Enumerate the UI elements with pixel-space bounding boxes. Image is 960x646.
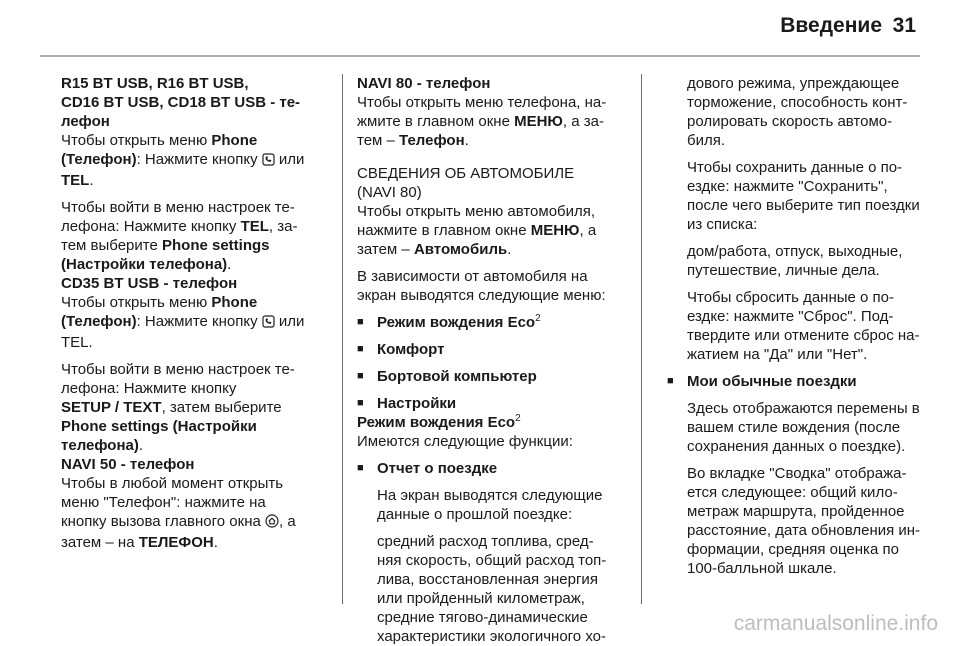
line-text: дового режима, упреждающее (687, 75, 900, 92)
footnote-marker: 2 (515, 413, 521, 424)
line-text: Чтобы в любой момент открыть (61, 475, 284, 492)
home-icon (265, 514, 279, 533)
line-text: Чтобы открыть меню телефона, на- (357, 94, 607, 111)
bullet-item (357, 340, 625, 359)
text-line (357, 74, 625, 93)
line-text: или пройденный километраж, (377, 590, 585, 607)
text-line (667, 93, 929, 112)
line-text: или (274, 151, 305, 168)
line-text: характеристики экологичного хо- (377, 628, 606, 645)
text-line (667, 242, 929, 261)
text-line (667, 326, 929, 345)
watermark: carmanualsonline.info (733, 612, 938, 635)
text-line (61, 417, 329, 436)
bold-text: Бортовой компьютер (377, 368, 537, 385)
line-text: ездке: нажмите "Сохранить", (687, 178, 888, 195)
paragraph-gap (357, 478, 625, 486)
line-text: , а (279, 513, 296, 530)
text-line (357, 164, 625, 183)
column-divider (641, 74, 642, 604)
text-line (61, 398, 329, 417)
bold-text: Телефон (399, 132, 465, 149)
line-text: кнопку вызова главного окна (61, 513, 266, 530)
column-divider (342, 74, 343, 604)
bold-text: R15 BT USB, R16 BT USB, (61, 75, 249, 92)
text-line (61, 217, 329, 236)
text-line (667, 559, 929, 578)
line-text: затем – (357, 241, 414, 258)
line-text: Чтобы войти в меню настроек те- (61, 199, 295, 216)
line-text: ролировать скорость автомо- (687, 113, 893, 130)
text-line (357, 551, 625, 570)
bold-text: CD16 BT USB, CD18 BT USB - те- (61, 94, 301, 111)
bold-text: Отчет о поездке (377, 460, 498, 477)
page-header (0, 0, 960, 62)
line-text: Чтобы сбросить данные о по- (687, 289, 895, 306)
line-text: тем выберите (61, 237, 162, 254)
paragraph-gap (667, 234, 929, 242)
paragraph-gap (61, 352, 329, 360)
bold-text: Режим вождения Eco (377, 314, 536, 331)
line-text: . (213, 534, 218, 551)
bold-text: Автомобиль (413, 241, 508, 258)
line-text: жатием на "Да" или "Нет". (687, 346, 868, 363)
text-line (357, 112, 625, 131)
text-line (357, 183, 625, 202)
paragraph-gap (357, 524, 625, 532)
text-line (61, 474, 329, 493)
text-line (357, 505, 625, 524)
bold-text: Phone (211, 294, 258, 311)
bullet-item (357, 394, 625, 413)
paragraph-gap (357, 451, 625, 459)
text-line (61, 455, 329, 474)
text-line (61, 255, 329, 274)
line-text: вашем стиле вождения (после (687, 419, 901, 436)
text-line (61, 379, 329, 398)
bold-text: МЕНЮ (530, 222, 580, 239)
line-text: торможение, способность конт- (687, 94, 908, 111)
text-line (61, 274, 329, 293)
line-text: , за- (268, 218, 298, 235)
text-line (357, 240, 625, 259)
text-line (61, 131, 329, 150)
text-line (357, 286, 625, 305)
paragraph-gap (667, 391, 929, 399)
bold-text: (Настройки телефона) (61, 256, 228, 273)
bold-text: (Телефон) (61, 313, 137, 330)
bullet-item (357, 459, 625, 478)
bullet-item (357, 367, 625, 386)
bold-text: (Телефон) (61, 151, 137, 168)
text-line (357, 432, 625, 451)
text-line (61, 74, 329, 93)
line-text: биля. (687, 132, 726, 149)
line-text: СВЕДЕНИЯ ОБ АВТОМОБИЛЕ (357, 165, 575, 182)
line-text: экран выводятся следующие меню: (357, 287, 606, 304)
line-text: TEL. (61, 334, 93, 351)
column-3 (667, 74, 929, 578)
paragraph-gap (667, 280, 929, 288)
text-line (357, 131, 625, 150)
text-line (667, 74, 929, 93)
text-line (61, 236, 329, 255)
text-line (667, 177, 929, 196)
bold-text: TEL (61, 172, 90, 189)
bold-text: лефон (61, 113, 110, 130)
page-number: 31 (892, 14, 916, 37)
line-text: , затем выберите (161, 399, 282, 416)
line-text: В зависимости от автомобиля на (357, 268, 588, 285)
paragraph-gap (667, 364, 929, 372)
bold-text: Phone (211, 132, 258, 149)
line-text: средний расход топлива, сред- (377, 533, 594, 550)
paragraph-gap (357, 359, 625, 367)
line-text: затем – на (61, 534, 139, 551)
column-1 (61, 74, 329, 552)
text-line (667, 307, 929, 326)
text-line (357, 627, 625, 646)
text-line (61, 360, 329, 379)
paragraph-gap (357, 305, 625, 313)
paragraph-gap (357, 150, 625, 164)
line-text: Чтобы сохранить данные о по- (687, 159, 903, 176)
bold-text: телефона) (61, 437, 139, 454)
line-text: дом/работа, отпуск, выходные, (687, 243, 903, 260)
line-text: . (507, 241, 512, 258)
text-line (667, 399, 929, 418)
text-line (61, 533, 329, 552)
bold-text: NAVI 80 - телефон (357, 75, 491, 92)
paragraph-gap (357, 259, 625, 267)
paragraph-gap (667, 456, 929, 464)
text-line (61, 312, 329, 333)
column-2 (357, 74, 625, 646)
paragraph-gap (357, 332, 625, 340)
line-text: Во вкладке "Сводка" отобража- (687, 465, 907, 482)
line-text: лива, восстановленная энергия (377, 571, 598, 588)
line-text: няя скорость, общий расход топ- (377, 552, 607, 569)
text-line (61, 512, 329, 533)
line-text: жмите в главном окне (357, 113, 515, 130)
line-text: нажмите в главном окне (357, 222, 531, 239)
text-line (61, 112, 329, 131)
line-text: ездке: нажмите "Сброс". Под- (687, 308, 894, 325)
bold-text: Phone settings (Настройки (61, 418, 257, 435)
bold-text: МЕНЮ (514, 113, 563, 130)
text-line (667, 131, 929, 150)
line-text: из списка: (687, 216, 758, 233)
line-text: меню "Телефон": нажмите на (61, 494, 266, 511)
text-line (667, 215, 929, 234)
text-line (357, 267, 625, 286)
bold-text: Настройки (377, 395, 457, 412)
text-line (61, 198, 329, 217)
text-line (357, 202, 625, 221)
bold-text: Комфорт (377, 341, 445, 358)
line-text: 100-балльной шкале. (687, 560, 837, 577)
line-text: средние тягово-динамические (377, 609, 588, 626)
line-text: Имеются следующие функции: (357, 433, 573, 450)
line-text: или (274, 313, 305, 330)
text-line (61, 293, 329, 312)
text-line (61, 333, 329, 352)
text-line (357, 93, 625, 112)
text-line (357, 532, 625, 551)
line-text: формации, средняя оценка по (687, 541, 899, 558)
text-line (667, 483, 929, 502)
bullet-item (667, 372, 929, 391)
line-text: путешествие, личные дела. (687, 262, 880, 279)
bold-text: Режим вождения Eco (357, 414, 516, 431)
bold-text: Phone settings (161, 237, 270, 254)
footnote-marker: 2 (535, 313, 541, 324)
text-line (61, 436, 329, 455)
bullet-item (357, 313, 625, 332)
text-line (667, 158, 929, 177)
text-line (61, 93, 329, 112)
bold-text: TEL (240, 218, 269, 235)
bold-text: SETUP / TEXT (61, 399, 162, 416)
line-text: твердите или отмените сброс на- (687, 327, 920, 344)
text-line (667, 345, 929, 364)
line-text: лефона: Нажмите кнопку (61, 218, 241, 235)
text-line (667, 418, 929, 437)
bold-text: Мои обычные поездки (687, 373, 857, 390)
line-text: лефона: Нажмите кнопку (61, 380, 237, 397)
text-line (667, 502, 929, 521)
page-title: Введение (780, 14, 882, 37)
line-text: расстояние, дата обновления ин- (687, 522, 921, 539)
text-line (61, 493, 329, 512)
bold-text: NAVI 50 - телефон (61, 456, 195, 473)
line-text: Чтобы открыть меню автомобиля, (357, 203, 596, 220)
line-text: . (227, 256, 232, 273)
line-text: : Нажмите кнопку (136, 151, 262, 168)
text-line (667, 464, 929, 483)
text-line (667, 261, 929, 280)
text-line (357, 608, 625, 627)
line-text: Чтобы войти в меню настроек те- (61, 361, 295, 378)
line-text: , а за- (562, 113, 604, 130)
line-text: . (138, 437, 144, 454)
paragraph-gap (61, 190, 329, 198)
text-line (667, 112, 929, 131)
text-line (61, 171, 329, 190)
bold-text: CD35 BT USB - телефон (61, 275, 238, 292)
text-line (667, 521, 929, 540)
line-text: Чтобы открыть меню (61, 132, 212, 149)
line-text: На экран выводятся следующие (377, 487, 603, 504)
line-text: после чего выберите тип поездки (687, 197, 920, 214)
line-text: сохранения данных о поездке). (687, 438, 906, 455)
text-line (357, 570, 625, 589)
header-divider (40, 55, 920, 57)
text-line (667, 196, 929, 215)
paragraph-gap (357, 386, 625, 394)
text-line (667, 437, 929, 456)
line-text: (NAVI 80) (357, 184, 422, 201)
text-line (357, 589, 625, 608)
text-line (61, 150, 329, 171)
line-text: , а (579, 222, 597, 239)
line-text: данные о прошлой поездке: (377, 506, 573, 523)
line-text: тем – (357, 132, 400, 149)
line-text: ется следующее: общий кило- (687, 484, 898, 501)
text-line (357, 413, 625, 432)
line-text: . (464, 132, 469, 149)
line-text: метраж маршрута, пройденное (687, 503, 905, 520)
text-line (357, 221, 625, 240)
paragraph-gap (667, 150, 929, 158)
phone-button-icon (262, 314, 275, 333)
text-line (357, 486, 625, 505)
line-text: : Нажмите кнопку (136, 313, 262, 330)
line-text: . (89, 172, 94, 189)
text-line (667, 288, 929, 307)
line-text: Здесь отображаются перемены в (687, 400, 920, 417)
bold-text: ТЕЛЕФОН (138, 534, 214, 551)
line-text: Чтобы открыть меню (61, 294, 212, 311)
text-line (667, 540, 929, 559)
phone-button-icon (262, 152, 275, 171)
